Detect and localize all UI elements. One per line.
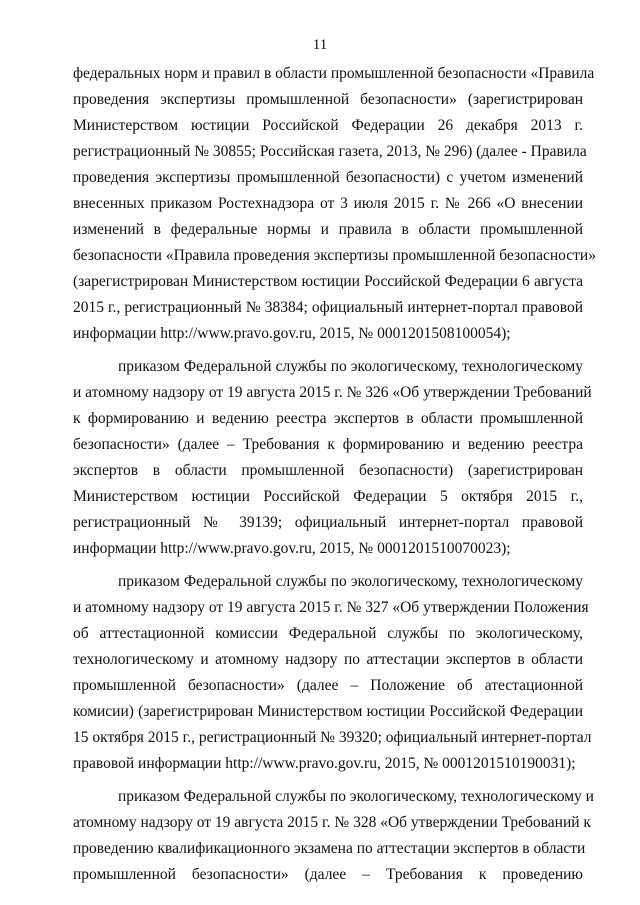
text-line: информации http://www.pravo.gov.ru, 2015, № 0001201508100054); [73, 325, 511, 342]
text-line: проведения экспертизы промышленной безопасности» (зарегистрирован [73, 91, 583, 108]
text-line: и атомному надзору от 19 августа 2015 г. № 326 «Об утверждении Требований [73, 384, 592, 401]
text-line: регистрационный № 39139; официальный интернет-портал правовой [73, 514, 583, 531]
text-line: промышленной безопасности» (далее – Требования к проведению [73, 866, 583, 883]
text-line: проведения экспертизы промышленной безопасности) с учетом изменений [73, 169, 583, 186]
paragraph-start-line: приказом Федеральной службы по экологическому, технологическому [118, 358, 583, 375]
text-line: федеральных норм и правил в области промышленной безопасности «Правила [73, 65, 595, 82]
text-line: технологическому и атомному надзору по аттестации экспертов в области [73, 651, 583, 668]
text-line: 2015 г., регистрационный № 38384; официальный интернет-портал правовой [73, 299, 583, 316]
text-line: атомному надзору от 19 августа 2015 г. № 328 «Об утверждении Требований к [73, 814, 591, 831]
text-line: изменений в федеральные нормы и правила в области промышленной [73, 221, 583, 238]
text-line: правовой информации http://www.pravo.gov.ru, 2015, № 0001201510190031); [73, 755, 576, 772]
text-line: (зарегистрирован Министерством юстиции Российской Федерации 6 августа [73, 273, 583, 290]
paragraph-start-line: приказом Федеральной службы по экологическому, технологическому и [118, 788, 594, 805]
text-line: безопасности «Правила проведения экспертизы промышленной безопасности» [73, 247, 596, 264]
text-line: Министерством юстиции Российской Федерации 5 октября 2015 г., [73, 488, 583, 505]
paragraph-start-line: приказом Федеральной службы по экологическому, технологическому [118, 573, 583, 590]
text-line: безопасности» (далее – Требования к формированию и ведению реестра [73, 436, 583, 453]
text-line: об аттестационной комиссии Федеральной службы по экологическому, [73, 625, 583, 642]
text-line: информации http://www.pravo.gov.ru, 2015, № 0001201510070023); [73, 540, 511, 557]
text-line: 15 октября 2015 г., регистрационный № 39320; официальный интернет-портал [73, 729, 592, 746]
page-number: 11 [312, 37, 328, 53]
text-line: экспертов в области промышленной безопасности) (зарегистрирован [73, 462, 583, 479]
text-line: комисии) (зарегистрирован Министерством юстиции Российской Федерации [73, 703, 583, 720]
text-line: регистрационный № 30855; Российская газета, 2013, № 296) (далее - Правила [73, 143, 587, 160]
text-line: промышленной безопасности» (далее – Положение об атестационной [73, 677, 583, 694]
text-line: и атомному надзору от 19 августа 2015 г. № 327 «Об утверждении Положения [73, 599, 589, 616]
text-line: Министерством юстиции Российской Федерации 26 декабря 2013 г. [73, 117, 583, 134]
text-line: проведению квалификационного экзамена по аттестации экспертов в области [73, 840, 586, 857]
text-line: к формированию и ведению реестра экспертов в области промышленной [73, 410, 583, 427]
text-line: внесенных приказом Ростехнадзора от 3 июля 2015 г. № 266 «О внесении [73, 195, 583, 212]
